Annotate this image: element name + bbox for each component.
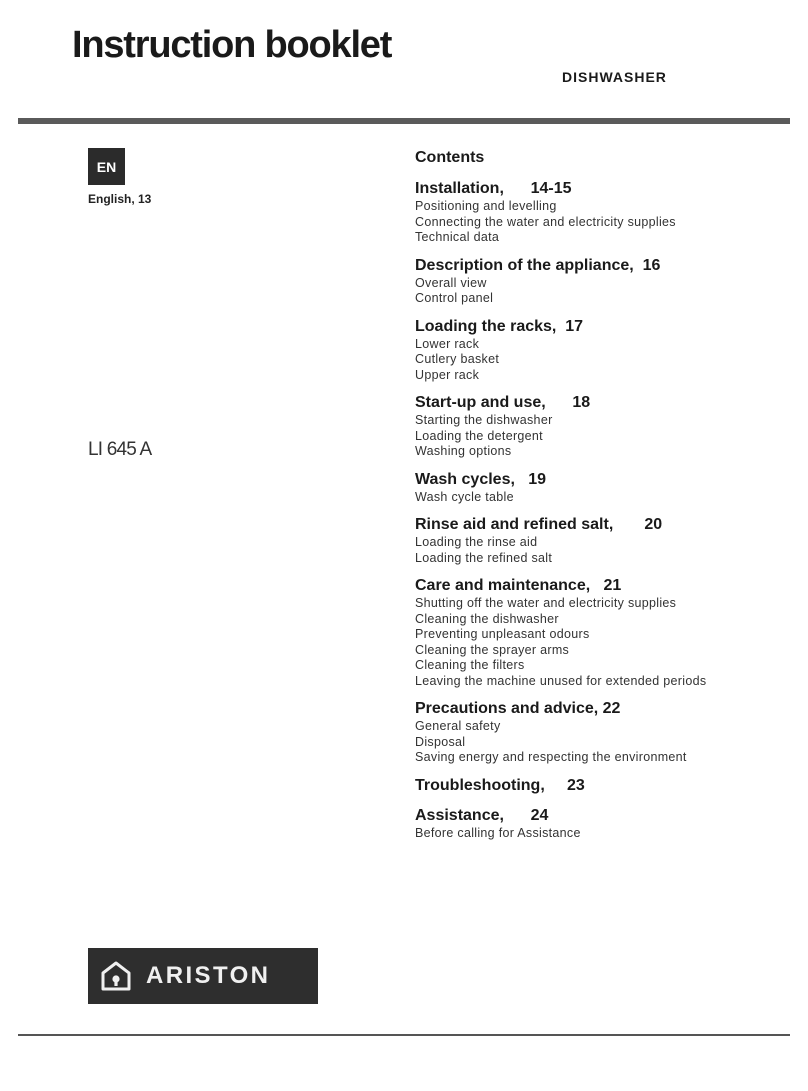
section-subitem: Wash cycle table: [415, 489, 514, 504]
section-heading: [415, 179, 795, 199]
contents-heading: Contents: [415, 149, 485, 166]
section-title: Rinse aid and refined salt,: [415, 516, 614, 533]
section-heading: [415, 256, 795, 276]
contents-section: [415, 699, 795, 766]
contents-section: [415, 806, 795, 842]
section-heading: [415, 515, 795, 535]
contents-section: [415, 317, 795, 384]
contents-section: [415, 576, 795, 689]
section-gap: [504, 180, 531, 197]
section-title: Troubleshooting,: [415, 776, 545, 794]
section-subitem: Loading the detergent: [415, 428, 543, 443]
section-subitem: Control panel: [415, 291, 494, 305]
language-reference: English, 13: [88, 192, 152, 206]
section-page-number: 14-15: [530, 180, 572, 197]
section-page-number: 18: [572, 394, 591, 411]
section-page-number: 24: [530, 806, 549, 824]
house-icon: [100, 960, 132, 992]
section-heading: [415, 317, 795, 337]
section-subitem: Washing options: [415, 444, 512, 458]
contents-sections: [415, 179, 795, 841]
section-subitem: Cutlery basket: [415, 352, 500, 366]
section-page-number: 16: [642, 256, 661, 274]
section-heading: [415, 776, 795, 796]
contents-section: [415, 776, 795, 796]
contents-section: [415, 470, 795, 506]
section-gap: [556, 318, 565, 335]
section-title: Assistance,: [415, 806, 504, 824]
section-gap: [634, 257, 643, 274]
section-subitem: Cleaning the dishwasher: [415, 611, 559, 626]
section-gap: [515, 471, 528, 488]
section-subitem: Loading the rinse aid: [415, 535, 538, 549]
contents-section: [415, 256, 795, 307]
table-of-contents: [415, 148, 795, 851]
contents-section: [415, 393, 795, 460]
section-page-number: 23: [567, 776, 585, 794]
section-heading: [415, 470, 795, 490]
section-subitem: Connecting the water and electricity supplies: [415, 214, 676, 229]
section-page-number: 22: [602, 700, 621, 717]
section-gap: [613, 516, 644, 533]
section-subitem: Cleaning the filters: [415, 658, 525, 672]
section-page-number: 21: [603, 577, 622, 594]
section-subitem: Loading the refined salt: [415, 550, 553, 565]
section-page-number: 17: [565, 317, 584, 335]
section-subitem: Positioning and levelling: [415, 199, 557, 213]
section-title: Care and maintenance,: [415, 577, 591, 594]
product-type: DISHWASHER: [562, 69, 667, 85]
section-subitem: Starting the dishwasher: [415, 413, 553, 427]
section-gap: [546, 394, 573, 411]
section-heading: [415, 576, 795, 596]
section-subitem: Cleaning the sprayer arms: [415, 642, 570, 657]
section-subitem: Overall view: [415, 275, 487, 290]
section-subitem: Preventing unpleasant odours: [415, 627, 590, 641]
section-heading: [415, 393, 795, 413]
section-subitem: Before calling for Assistance: [415, 825, 581, 840]
section-subitem: General safety: [415, 719, 501, 733]
model-number: LI 645 A: [88, 439, 152, 460]
section-subitem: Lower rack: [415, 336, 480, 351]
bottom-divider: [18, 1034, 790, 1036]
contents-section: [415, 515, 795, 566]
section-page-number: 19: [528, 470, 547, 488]
section-title: Wash cycles,: [415, 470, 515, 488]
section-title: Precautions and advice,: [415, 700, 599, 717]
section-title: Description of the appliance,: [415, 256, 634, 274]
brand-name: ARISTON: [146, 962, 271, 989]
section-heading: [415, 699, 795, 719]
language-badge: EN: [88, 148, 125, 185]
section-subitem: Technical data: [415, 230, 500, 244]
section-subitem: Disposal: [415, 734, 466, 749]
top-divider: [18, 118, 790, 124]
page-title: Instruction booklet: [72, 24, 392, 66]
section-subitem: Upper rack: [415, 367, 480, 382]
section-title: Start-up and use,: [415, 394, 546, 411]
section-heading: [415, 806, 795, 826]
section-page-number: 20: [644, 516, 663, 533]
contents-section: [415, 179, 795, 246]
section-gap: [545, 777, 567, 794]
section-title: Loading the racks,: [415, 317, 557, 335]
brand-logo: [88, 948, 318, 1004]
section-gap: [590, 577, 603, 594]
section-subitem: Leaving the machine unused for extended periods: [415, 673, 707, 688]
section-title: Installation,: [415, 180, 504, 197]
section-subitem: Shutting off the water and electricity supplies: [415, 596, 677, 610]
section-subitem: Saving energy and respecting the environment: [415, 750, 687, 764]
section-gap: [504, 807, 531, 824]
